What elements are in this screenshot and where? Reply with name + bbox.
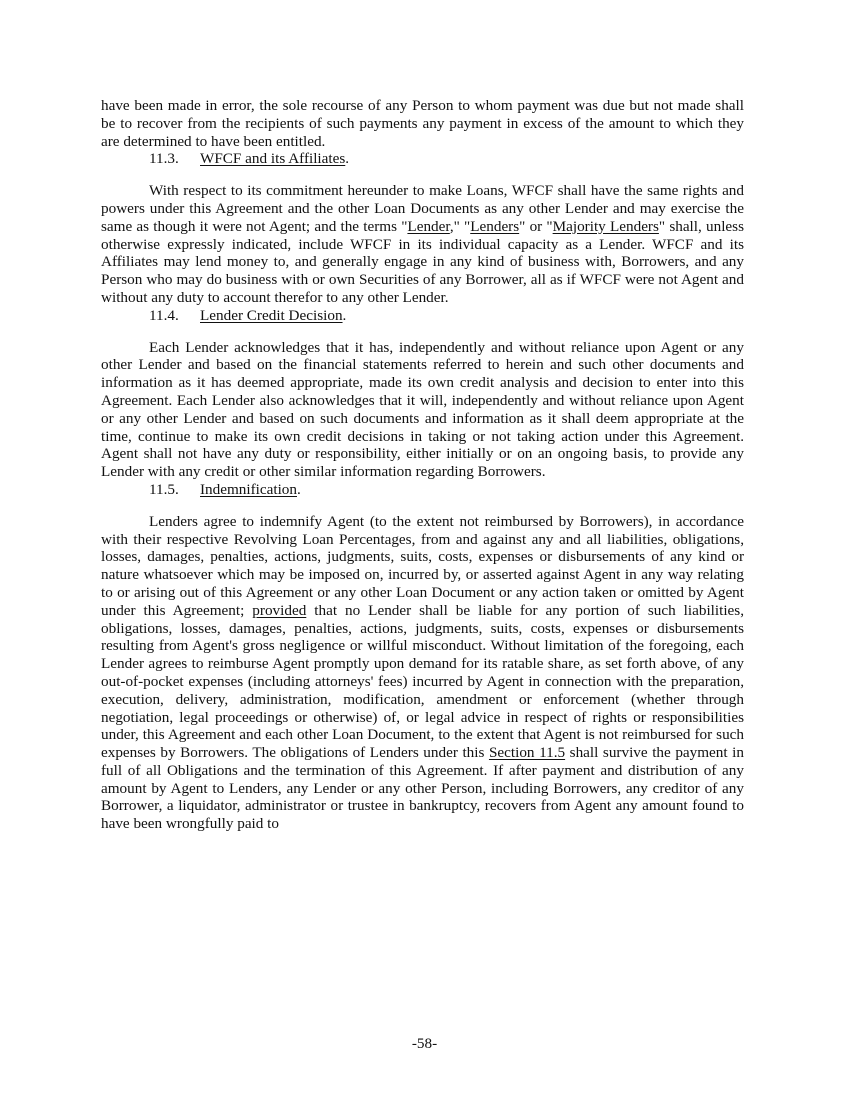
intro-paragraph: have been made in error, the sole recourse of any Person to whom payment was due but not made shall be to recover from the recipients of such payments any payment in excess of the amount to which they are determined to have been entitled. <box>101 97 744 150</box>
heading-period: . <box>345 150 350 168</box>
section-number: 11.4. <box>149 306 179 324</box>
text-run: " or " <box>519 217 553 235</box>
text-run: shall survive the payment in full of all Obligations and the termination of this Agreement. If after payment and distribution of any amount by Agent to Lenders, any Lender or any other Person, including Borrowers, any creditor of any Borrower, a liquidator, administrator or trustee in bankruptcy, recovers from Agent any amount found to have been wrongfully paid to <box>101 744 744 833</box>
section-title: Lender Credit Decision <box>200 306 343 324</box>
text-run: ," " <box>449 217 471 235</box>
section-reference: Section 11.5 <box>488 744 566 762</box>
defined-term: Lender <box>407 217 450 235</box>
section-number: 11.5. <box>149 480 179 498</box>
defined-term: Lenders <box>470 217 520 235</box>
section-11-5-body <box>101 513 744 833</box>
section-title: Indemnification <box>200 480 297 498</box>
section-heading-11-4 <box>101 307 744 325</box>
text-run: Lenders agree to indemnify Agent (to the extent not reimbursed by Borrowers), in accordance with their respective Revolving Loan Percentages, from and against any and all liabilities, obligations, losses, damages, penalties, actions, judgments, suits, costs, expenses or disbursements of any kind or nature whatsoever which may be imposed on, incurred by, or asserted against Agent in any way relating to or arising out of this Agreement or any other Loan Document or any action taken or omitted by Agent under this Agreement; <box>101 512 744 619</box>
page-number: -58- <box>411 1035 438 1052</box>
provided-term: provided <box>252 601 307 619</box>
section-11-3-body <box>101 182 744 307</box>
section-title: WFCF and its Affiliates <box>200 150 346 168</box>
text-run: that no Lender shall be liable for any portion of such liabilities, obligations, losses, damages, penalties, actions, judgments, suits, costs, expenses or disbursements resulting from Agent's gross negligence or willful misconduct. Without limitation of the foregoing, each Lender agrees to reimburse Agent promptly upon demand for its ratable share, as set forth above, of any out-of-pocket expenses (including attorneys' fees) incurred by Agent in connection with the preparation, execution, delivery, administration, modification, amendment or enforcement (whether through negotiation, legal proceedings or otherwise) of, or legal advice in respect of rights or responsibilities under, this Agreement and each other Loan Document, to the extent that Agent is not reimbursed for such expenses by Borrowers. The obligations of Lenders under this <box>101 601 744 762</box>
text-run: " shall, unless otherwise expressly indicated, include WFCF in its individual capacity as a Lender. WFCF and its Affiliates may lend money to, and generally engage in any kind of business with, Borrowers, and any Person who may do business with or own Securities of any Borrower, all as if WFCF were not Agent and without any duty to account therefor to any other Lender. <box>101 217 744 306</box>
section-number: 11.3. <box>149 150 179 168</box>
defined-term: Majority Lenders <box>552 217 659 235</box>
heading-period: . <box>342 306 347 324</box>
section-11-4-body: Each Lender acknowledges that it has, independently and without reliance upon Agent or any other Lender and based on the financial statements referred to herein and such other documents and information as it has deemed appropriate, made its own credit analysis and decision to enter into this Agreement. Each Lender also acknowledges that it will, independently and without reliance upon Agent or any other Lender and based on such documents and information as it shall deem appropriate at the time, continue to make its own credit decisions in taking or not taking action under this Agreement. Agent shall not have any duty or responsibility, either initially or on an ongoing basis, to provide any Lender with any credit or other similar information regarding Borrowers. <box>101 338 744 481</box>
heading-period: . <box>297 480 301 498</box>
text-run: With respect to its commitment hereunder to make Loans, WFCF shall have the same rights and powers under this Agreement and the other Loan Documents as any other Lender and may exercise the same as though it were not Agent; and the terms " <box>101 182 744 235</box>
section-heading-11-5 <box>101 481 744 499</box>
document-page <box>101 97 744 833</box>
section-heading-11-3 <box>101 150 744 168</box>
